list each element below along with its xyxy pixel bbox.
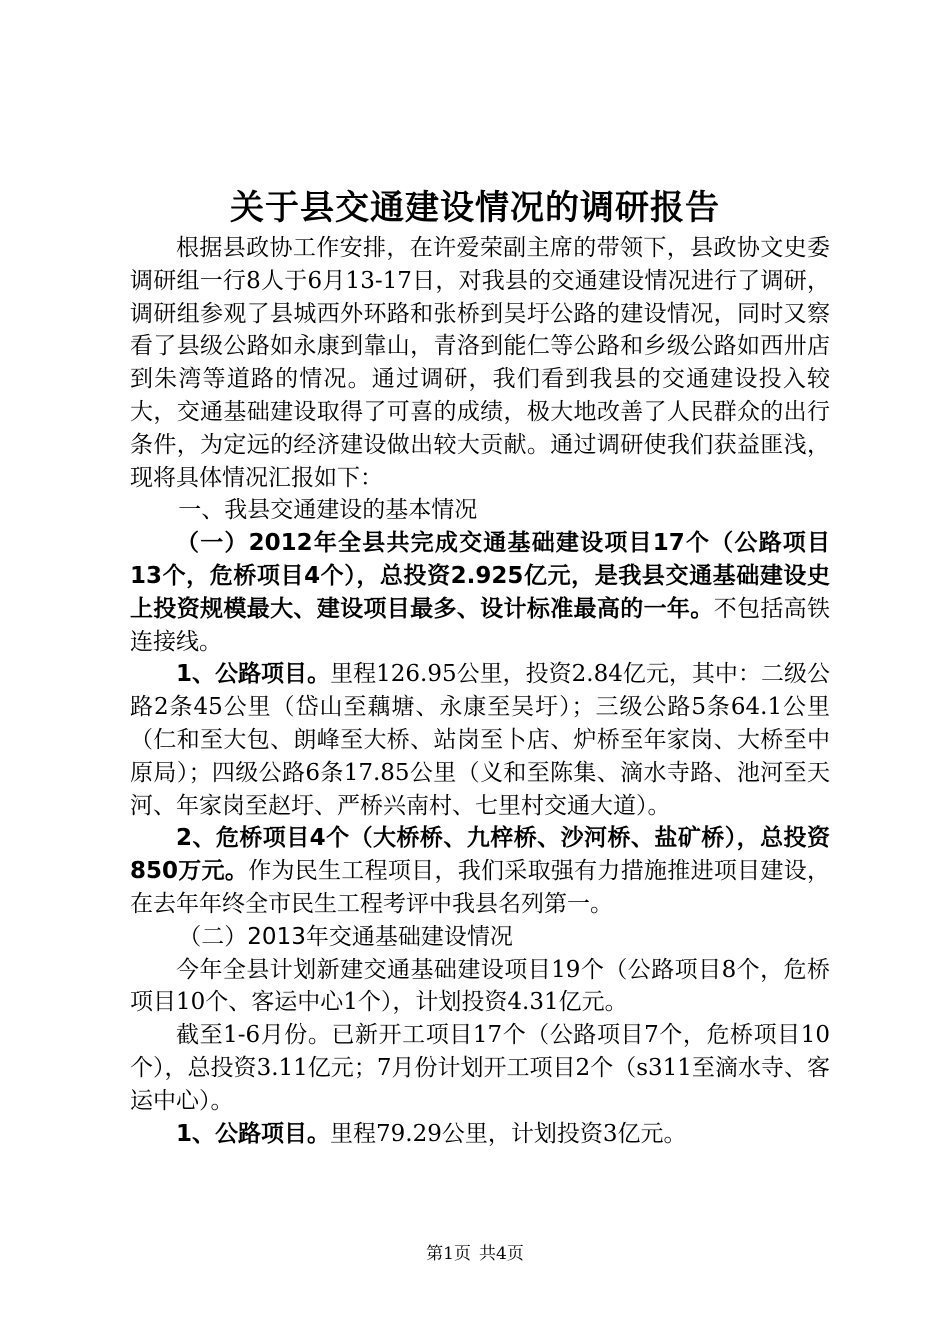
section1-heading: 一、我县交通建设的基本情况	[178, 497, 478, 524]
subsection1-paragraph	[130, 527, 830, 658]
page-footer	[0, 1243, 950, 1265]
document-body	[130, 232, 830, 1150]
bridge-project-text: 作为民生工程项目，我们采取强有力措施推进项目建设，在去年年终全市民生工程考评中我县名列第一。	[130, 858, 830, 917]
subsection1-normal-text: 不包括高铁连接线。	[130, 595, 831, 655]
road-project-paragraph	[130, 658, 830, 822]
road-project-text: 里程126.95公里，投资2.84亿元，其中：二级公路2条45公里（岱山至藕塘、永康至吴圩）；三级公路5条64.1公里（仁和至大包、朗峰至大桥、站岗至卜店、炉桥至年家岗、大桥至中原局）；四级公路6条17.85公里（义和至陈集、滴水寺路、池河至天河、年家岗至赵圩、严桥兴南村、七里村交通大道）。	[130, 661, 830, 819]
road-2013-label: 1、公路项目。	[176, 1120, 331, 1147]
bridge-project-label: 2、危桥项目4个（大桥桥、九梓桥、沙河桥、盐矿桥），总投资850万元。	[130, 825, 830, 885]
page-number: 第1页	[426, 1244, 471, 1264]
progress-2013-paragraph: 截至1-6月份。已新开工项目17个（公路项目7个，危桥项目10个），总投资3.11亿元；7月份计划开工项目2个（s311至滴水寺、客运中心）。	[130, 1022, 830, 1114]
subsection2-heading: （二）2013年交通基础建设情况	[178, 923, 513, 950]
road-2013-paragraph	[130, 1118, 830, 1151]
road-2013-text: 里程79.29公里，计划投资3亿元。	[330, 1120, 687, 1147]
subsection1-bold-text: （一）2012年全县共完成交通基础建设项目17个（公路项目13个，危桥项目4个），总投资2.925亿元，是我县交通基础建设史上投资规模最大、建设项目最多、设计标准最高的一年。	[130, 530, 830, 622]
document-title: 关于县交通建设情况的调研报告	[230, 188, 720, 228]
plan-2013-paragraph: 今年全县计划新建交通基础建设项目19个（公路项目8个，危桥项目10个、客运中心1个），计划投资4.31亿元。	[130, 956, 830, 1016]
intro-paragraph: 根据县政协工作安排，在许爱荣副主席的带领下，县政协文史委调研组一行8人于6月13-17日，对我县的交通建设情况进行了调研，调研组参观了县城西外环路和张桥到吴圩公路的建设情况，同时又察看了县级公路如永康到靠山，青洛到能仁等公路和乡级公路如西卅店到朱湾等道路的情况。通过调研，我们看到我县的交通建设投入较大，交通基础建设取得了可喜的成绩，极大地改善了人民群众的出行条件，为定远的经济建设做出较大贡献。通过调研使我们获益匪浅，现将具体情况汇报如下：	[130, 235, 830, 491]
page-total: 共4页	[479, 1244, 524, 1264]
road-project-label: 1、公路项目。	[176, 661, 331, 688]
bridge-project-paragraph	[130, 822, 830, 920]
